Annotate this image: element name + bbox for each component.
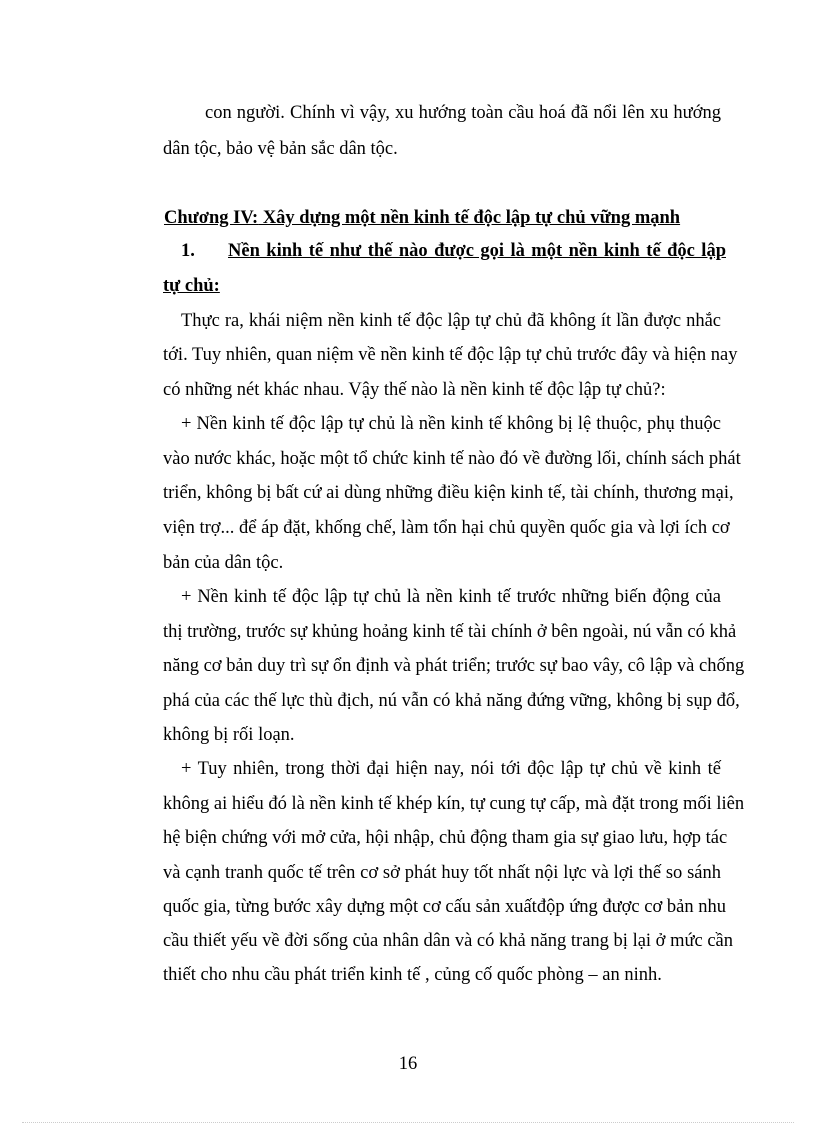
- section-number: 1.: [181, 241, 195, 261]
- paragraph-2-line-2: vào nước khác, hoặc một tổ chức kinh tế nào đó về đường lối, chính sách phát: [163, 449, 741, 469]
- paragraph-3-line-5: không bị rối loạn.: [163, 725, 295, 745]
- paragraph-2-line-3: triển, không bị bất cứ ai dùng những điều kiện kinh tế, tài chính, thương mại,: [163, 483, 734, 503]
- paragraph-4-line-6: cầu thiết yếu về đời sống của nhân dân và có khả năng trang bị lại ở mức cần: [163, 931, 734, 951]
- intro-line-2: dân tộc, bảo vệ bản sắc dân tộc.: [163, 139, 398, 159]
- chapter-title: Xây dựng một nền kinh tế độc lập tự chủ vững mạnh: [258, 208, 681, 228]
- intro-line-1: con người. Chính vì vậy, xu hướng toàn cầu hoá đã nổi lên xu hướng: [205, 103, 721, 123]
- paragraph-2-line-4: viện trợ... để áp đặt, khống chế, làm tổn hại chủ quyền quốc gia và lợi ích cơ: [163, 518, 730, 538]
- paragraph-1-line-2: tới. Tuy nhiên, quan niệm về nền kinh tế độc lập tự chủ trước đây và hiện nay: [163, 345, 738, 365]
- paragraph-4-line-7: thiết cho nhu cầu phát triển kinh tế , củng cố quốc phòng – an ninh.: [163, 965, 662, 985]
- paragraph-4-line-2: không ai hiểu đó là nền kinh tế khép kín, tự cung tự cấp, mà đặt trong mối liên: [163, 794, 745, 814]
- section-title-line-1: Nền kinh tế như thế nào được gọi là một nền kinh tế độc lập: [228, 241, 726, 261]
- paragraph-4-line-5: quốc gia, từng bước xây dựng một cơ cấu sản xuấtđộp ứng được cơ bản nhu: [163, 897, 726, 917]
- paragraph-4-line-4: và cạnh tranh quốc tế trên cơ sở phát huy tốt nhất nội lực và lợi thế so sánh: [163, 863, 721, 883]
- paragraph-3-line-2: thị trường, trước sự khủng hoảng kinh tế tài chính ở bên ngoài, nú vẫn có khả: [163, 622, 737, 642]
- section-title-line-2: tự chủ:: [163, 276, 220, 296]
- paragraph-2-line-5: bản của dân tộc.: [163, 553, 284, 573]
- paragraph-4-line-1: + Tuy nhiên, trong thời đại hiện nay, nói tới độc lập tự chủ về kinh tế: [181, 759, 721, 779]
- paragraph-3-line-3: năng cơ bản duy trì sự ổn định và phát triển; trước sự bao vây, cô lập và chống: [163, 656, 745, 676]
- paragraph-3-line-4: phá của các thế lực thù địch, nú vẫn có khả năng đứng vững, không bị sụp đổ,: [163, 691, 740, 711]
- page-number: 16: [398, 1054, 418, 1074]
- paragraph-2-line-1: + Nền kinh tế độc lập tự chủ là nền kinh tế không bị lệ thuộc, phụ thuộc: [181, 414, 721, 434]
- chapter-label: Chương IV:: [164, 208, 259, 228]
- paragraph-4-line-3: hệ biện chứng với mở cửa, hội nhập, chủ động tham gia sự giao lưu, hợp tác: [163, 828, 728, 848]
- chapter-heading: [164, 206, 680, 230]
- paragraph-1-line-1: Thực ra, khái niệm nền kinh tế độc lập tự chủ đã không ít lần được nhắc: [181, 311, 721, 331]
- paragraph-1-line-3: có những nét khác nhau. Vậy thế nào là nền kinh tế độc lập tự chủ?:: [163, 380, 666, 400]
- paragraph-3-line-1: + Nền kinh tế độc lập tự chủ là nền kinh tế trước những biến động của: [181, 587, 721, 607]
